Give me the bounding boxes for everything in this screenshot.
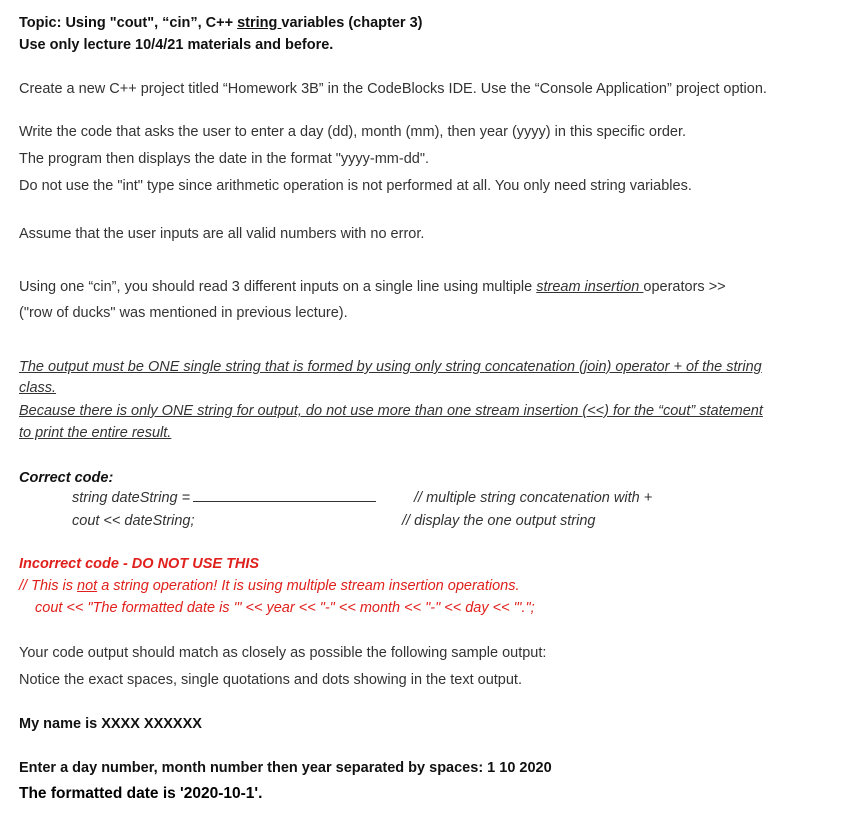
sample-intro-2: Notice the exact spaces, single quotations and dots showing in the text output. — [19, 672, 522, 688]
stream-insertion-term: stream insertion — [536, 279, 644, 295]
display-format-text: The program then displays the date in the format "yyyy-mm-dd". — [19, 151, 430, 167]
correct-code-heading: Correct code: — [19, 470, 114, 486]
cin-instruction — [19, 277, 726, 297]
correct-code-line-1-code — [19, 487, 346, 509]
incorrect-comment-suffix: a string operation! It is using multiple stream insertion operations. — [97, 578, 520, 594]
sample-enter-prompt: Enter a day number, month number then year separated by spaces: 1 10 2020 — [19, 760, 552, 776]
correct-code-line-1 — [19, 487, 859, 509]
incorrect-code-heading: Incorrect code - DO NOT USE THIS — [19, 556, 260, 572]
sample-formatted-output: The formatted date is '2020-10-1'. — [19, 785, 263, 802]
incorrect-code-line: cout << "The formatted date is '" << year << "-" << month << "-" << day << "'."; — [35, 600, 535, 616]
topic-string-word: string — [237, 15, 282, 31]
row-of-ducks-text: ("row of ducks" was mentioned in previous lecture). — [19, 305, 348, 321]
correct-code-line-2-comment: // display the one output string — [402, 513, 596, 529]
materials-note: Use only lecture 10/4/21 materials and before. — [19, 37, 334, 53]
create-project-text: Create a new C++ project titled “Homework 3B” in the CodeBlocks IDE. Use the “Console Application” project option. — [19, 81, 767, 97]
output-rule-1: The output must be ONE single string that is formed by using only string concatenation (join) operator + of the string — [19, 359, 762, 375]
no-int-text: Do not use the "int" type since arithmetic operation is not performed at all. You only need string variables. — [19, 178, 692, 194]
sample-intro-1: Your code output should match as closely as possible the following sample output: — [19, 645, 547, 661]
assume-valid-text: Assume that the user inputs are all valid numbers with no error. — [19, 226, 425, 242]
write-code-text: Write the code that asks the user to enter a day (dd), month (mm), then year (yyyy) in this specific order. — [19, 124, 687, 140]
incorrect-code-comment — [19, 576, 520, 596]
correct-code-line-2 — [19, 510, 859, 532]
output-rule-4: to print the entire result. — [19, 425, 172, 441]
topic-prefix: Topic: Using "cout", “cin”, C++ — [19, 15, 238, 31]
incorrect-comment-prefix: // This is — [19, 578, 78, 594]
output-rule-3: Because there is only ONE string for output, do not use more than one stream insertion (<<) for the “cout” statement — [19, 403, 763, 419]
output-rule-2: class. — [19, 380, 57, 396]
sample-my-name: My name is XXXX XXXXXX — [19, 716, 202, 732]
correct-code-line-2-code: cout << dateString; — [72, 513, 195, 529]
date-string-decl: string dateString = — [72, 490, 191, 506]
correct-code-line-1-comment: // multiple string concatenation with + — [414, 490, 653, 506]
topic-suffix: variables (chapter 3) — [281, 15, 423, 31]
topic-heading — [19, 13, 422, 33]
incorrect-comment-not: not — [77, 578, 98, 594]
cin-prefix: Using one “cin”, you should read 3 different inputs on a single line using multiple — [19, 279, 537, 295]
cin-suffix: operators >> — [643, 279, 726, 295]
